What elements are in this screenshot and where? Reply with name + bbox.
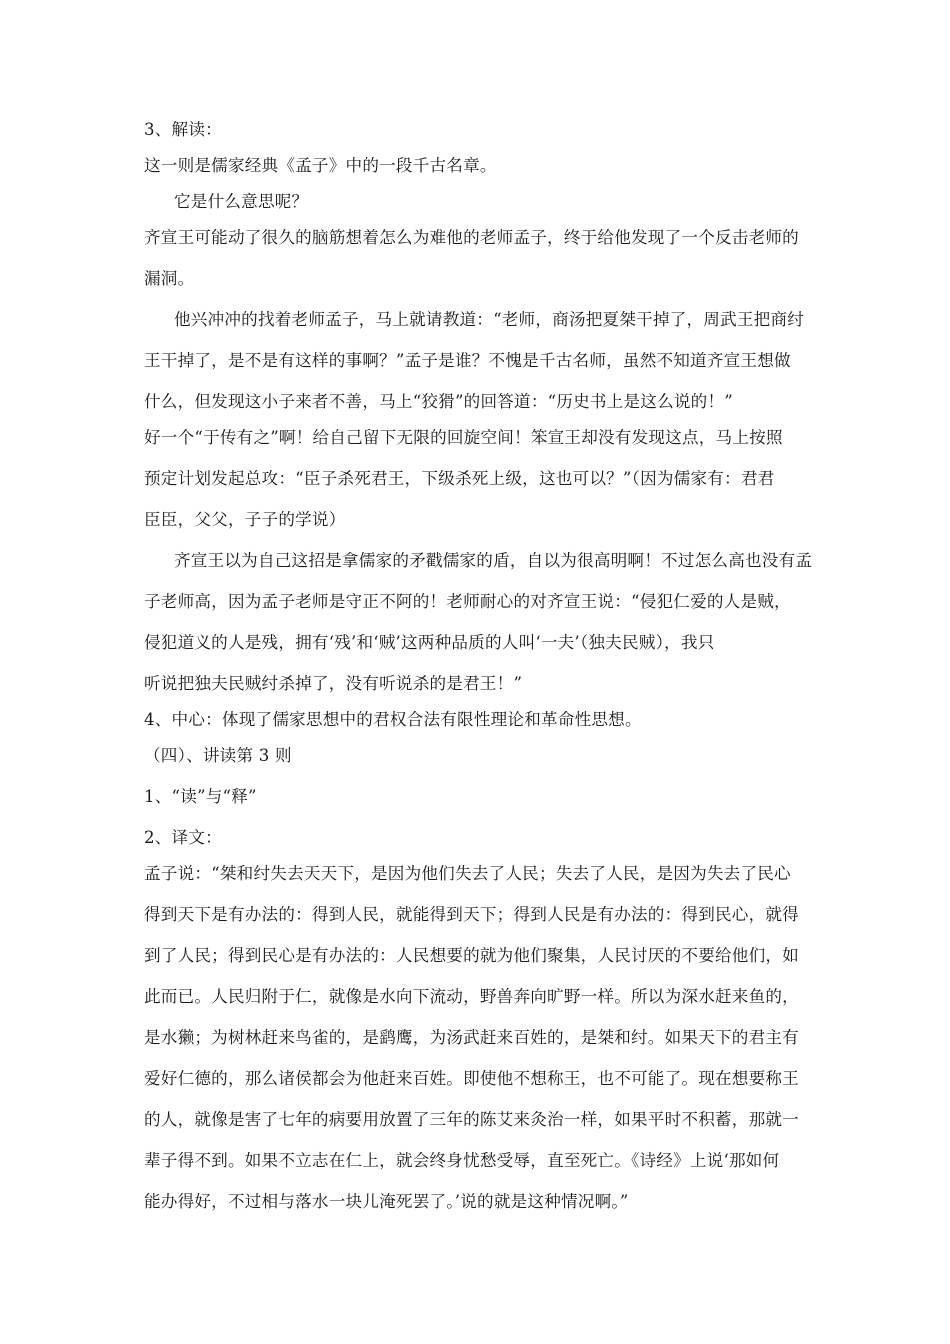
translation-line-4: 此而已。人民归附于仁，就像是水向下流动，野兽奔向旷野一样。所以为深水赶来鱼的， xyxy=(144,987,799,1006)
paragraph-2-line-3: 什么，但发现这小子来者不善，马上“狡猾”的回答道：“历史书上是这么说的！” xyxy=(144,392,733,411)
paragraph-3-line-1: 好一个“于传有之”啊！给自己留下无限的回旋空间！笨宣王却没有发现这点，马上按照 xyxy=(144,428,783,447)
part-4-item-2: 2、译文： xyxy=(144,828,222,847)
paragraph-2-line-1: 他兴冲冲的找着老师孟子，马上就请教道：“老师，商汤把夏桀干掉了，周武王把商纣 xyxy=(174,310,805,329)
section-4-center: 4、中心：体现了儒家思想中的君权合法有限性理论和革命性思想。 xyxy=(144,710,642,729)
paragraph-3-line-2: 预定计划发起总攻：“臣子杀死君王，下级杀死上级，这也可以？”（因为儒家有：君君 xyxy=(144,469,775,488)
translation-line-9: 能办得好，不过相与落水一块儿淹死罢了。’说的就是这种情况啊。” xyxy=(144,1192,629,1211)
translation-line-8: 辈子得不到。如果不立志在仁上，就会终身忧愁受辱，直至死亡。《诗经》上说‘那如何 xyxy=(144,1151,780,1170)
section-3-intro: 这一则是儒家经典《孟子》中的一段千古名章。 xyxy=(144,156,497,175)
translation-line-2: 得到天下是有办法的：得到人民，就能得到天下；得到人民是有办法的：得到民心，就得 xyxy=(144,905,799,924)
paragraph-1-line-2: 漏洞。 xyxy=(144,269,195,288)
part-4-heading: （四）、讲读第 3 则 xyxy=(144,746,292,765)
translation-line-1: 孟子说：“桀和纣失去天天下，是因为他们失去了人民；失去了人民，是因为失去了民心 xyxy=(144,864,791,883)
paragraph-2-line-2: 王干掉了，是不是有这样的事啊？”孟子是谁？不愧是千古名师，虽然不知道齐宣王想做 xyxy=(144,351,791,370)
section-3-question: 它是什么意思呢？ xyxy=(174,192,309,211)
translation-line-7: 的人，就像是害了七年的病要用放置了三年的陈艾来灸治一样，如果平时不积蓄，那就一 xyxy=(144,1110,799,1129)
document-page xyxy=(144,118,813,1214)
paragraph-4-line-3: 侵犯道义的人是残，拥有‘残’和‘贼’这两种品质的人叫‘一夫’（独夫民贼），我只 xyxy=(144,633,715,652)
part-4-item-1: 1、“读”与“释” xyxy=(144,787,257,806)
section-3-heading: 3、解读： xyxy=(144,120,222,139)
translation-line-3: 到了人民；得到民心是有办法的：人民想要的就为他们聚集，人民讨厌的不要给他们，如 xyxy=(144,946,799,965)
translation-line-5: 是水獭；为树林赶来鸟雀的，是鹞鹰，为汤武赶来百姓的，是桀和纣。如果天下的君主有 xyxy=(144,1028,799,1047)
paragraph-3-line-3: 臣臣，父父，子子的学说） xyxy=(144,510,346,529)
paragraph-4-line-4: 听说把独夫民贼纣杀掉了，没有听说杀的是君王！” xyxy=(144,674,523,693)
paragraph-4-line-1: 齐宣王以为自己这招是拿儒家的矛戳儒家的盾，自以为很高明啊！不过怎么高也没有孟 xyxy=(174,551,813,570)
paragraph-4-line-2: 子老师高，因为孟子老师是守正不阿的！老师耐心的对齐宣王说：“侵犯仁爱的人是贼， xyxy=(144,592,791,611)
paragraph-1-line-1: 齐宣王可能动了很久的脑筋想着怎么为难他的老师孟子，终于给他发现了一个反击老师的 xyxy=(144,228,799,247)
translation-line-6: 爱好仁德的，那么诸侯都会为他赶来百姓。即使他不想称王，也不可能了。现在想要称王 xyxy=(144,1069,799,1088)
